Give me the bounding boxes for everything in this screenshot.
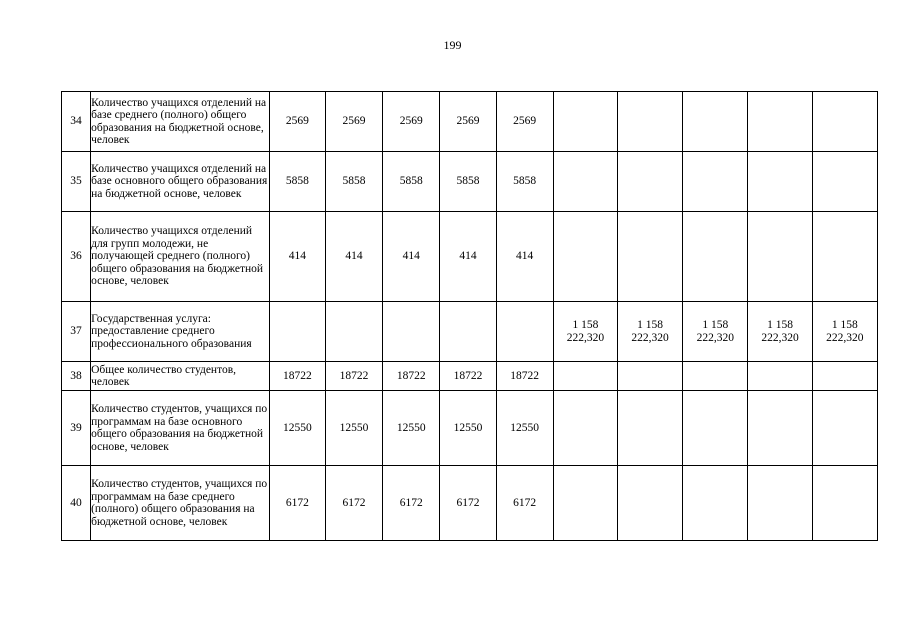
amount-cell bbox=[683, 391, 748, 466]
amount-cell bbox=[553, 466, 617, 541]
amount-cell bbox=[618, 362, 683, 391]
value-cell: 12550 bbox=[496, 391, 553, 466]
value-cell: 414 bbox=[269, 212, 325, 302]
row-description: Государственная услуга: предоставление среднего профессионального образования bbox=[91, 302, 270, 362]
amount-cell bbox=[812, 212, 877, 302]
amount-cell bbox=[553, 212, 617, 302]
value-cell: 2569 bbox=[325, 92, 382, 152]
table-row bbox=[62, 212, 878, 302]
amount-cell bbox=[683, 362, 748, 391]
amount-cell: 1 158 222,320 bbox=[553, 302, 617, 362]
amount-cell bbox=[812, 92, 877, 152]
row-description: Общее количество студентов, человек bbox=[91, 362, 270, 391]
amount-cell bbox=[812, 152, 877, 212]
row-number: 38 bbox=[62, 362, 91, 391]
amount-cell bbox=[553, 152, 617, 212]
value-cell: 414 bbox=[325, 212, 382, 302]
value-cell: 6172 bbox=[269, 466, 325, 541]
page-number: 199 bbox=[443, 38, 462, 52]
amount-cell bbox=[618, 466, 683, 541]
value-cell bbox=[383, 302, 440, 362]
row-description: Количество студентов, учащихся по программам на базе основного общего образования на бюджетной основе, человек bbox=[91, 391, 270, 466]
row-number: 35 bbox=[62, 152, 91, 212]
value-cell: 6172 bbox=[440, 466, 496, 541]
value-cell: 2569 bbox=[440, 92, 496, 152]
value-cell: 5858 bbox=[496, 152, 553, 212]
amount-cell bbox=[553, 362, 617, 391]
row-number: 39 bbox=[62, 391, 91, 466]
value-cell: 5858 bbox=[383, 152, 440, 212]
value-cell: 414 bbox=[496, 212, 553, 302]
value-cell: 2569 bbox=[383, 92, 440, 152]
amount-cell bbox=[618, 391, 683, 466]
row-number: 34 bbox=[62, 92, 91, 152]
value-cell: 5858 bbox=[440, 152, 496, 212]
amount-cell bbox=[618, 92, 683, 152]
value-cell: 414 bbox=[383, 212, 440, 302]
value-cell: 12550 bbox=[383, 391, 440, 466]
amount-cell: 1 158 222,320 bbox=[748, 302, 812, 362]
amount-cell bbox=[812, 466, 877, 541]
row-description: Количество учащихся отделений для групп молодежи, не получающей среднего (полного) общего образования на бюджетной основе, человек bbox=[91, 212, 270, 302]
value-cell: 2569 bbox=[269, 92, 325, 152]
table-body bbox=[62, 92, 878, 541]
amount-cell: 1 158 222,320 bbox=[812, 302, 877, 362]
amount-cell bbox=[683, 212, 748, 302]
value-cell: 18722 bbox=[325, 362, 382, 391]
amount-cell bbox=[748, 152, 812, 212]
table-row bbox=[62, 391, 878, 466]
amount-cell bbox=[553, 391, 617, 466]
row-number: 37 bbox=[62, 302, 91, 362]
value-cell: 18722 bbox=[440, 362, 496, 391]
row-number: 36 bbox=[62, 212, 91, 302]
value-cell bbox=[269, 302, 325, 362]
value-cell: 2569 bbox=[496, 92, 553, 152]
value-cell bbox=[496, 302, 553, 362]
amount-cell bbox=[748, 212, 812, 302]
value-cell: 12550 bbox=[440, 391, 496, 466]
budget-table bbox=[61, 91, 878, 541]
value-cell: 6172 bbox=[383, 466, 440, 541]
row-description: Количество учащихся отделений на базе среднего (полного) общего образования на бюджетной основе, человек bbox=[91, 92, 270, 152]
amount-cell bbox=[748, 92, 812, 152]
row-description: Количество учащихся отделений на базе основного общего образования на бюджетной основе, человек bbox=[91, 152, 270, 212]
table-row bbox=[62, 302, 878, 362]
amount-cell bbox=[618, 212, 683, 302]
row-description: Количество студентов, учащихся по программам на базе среднего (полного) общего образования на бюджетной основе, человек bbox=[91, 466, 270, 541]
amount-cell bbox=[748, 362, 812, 391]
amount-cell bbox=[683, 92, 748, 152]
value-cell: 5858 bbox=[269, 152, 325, 212]
table-row bbox=[62, 152, 878, 212]
value-cell: 5858 bbox=[325, 152, 382, 212]
amount-cell bbox=[812, 391, 877, 466]
value-cell: 6172 bbox=[496, 466, 553, 541]
table-row bbox=[62, 466, 878, 541]
amount-cell bbox=[683, 152, 748, 212]
table-row bbox=[62, 92, 878, 152]
table-row bbox=[62, 362, 878, 391]
value-cell: 18722 bbox=[269, 362, 325, 391]
amount-cell bbox=[683, 466, 748, 541]
value-cell: 12550 bbox=[325, 391, 382, 466]
amount-cell: 1 158 222,320 bbox=[618, 302, 683, 362]
amount-cell bbox=[748, 391, 812, 466]
amount-cell bbox=[812, 362, 877, 391]
amount-cell bbox=[553, 92, 617, 152]
value-cell: 6172 bbox=[325, 466, 382, 541]
amount-cell: 1 158 222,320 bbox=[683, 302, 748, 362]
value-cell: 18722 bbox=[496, 362, 553, 391]
value-cell bbox=[440, 302, 496, 362]
amount-cell bbox=[748, 466, 812, 541]
value-cell: 12550 bbox=[269, 391, 325, 466]
value-cell: 18722 bbox=[383, 362, 440, 391]
value-cell: 414 bbox=[440, 212, 496, 302]
row-number: 40 bbox=[62, 466, 91, 541]
value-cell bbox=[325, 302, 382, 362]
amount-cell bbox=[618, 152, 683, 212]
